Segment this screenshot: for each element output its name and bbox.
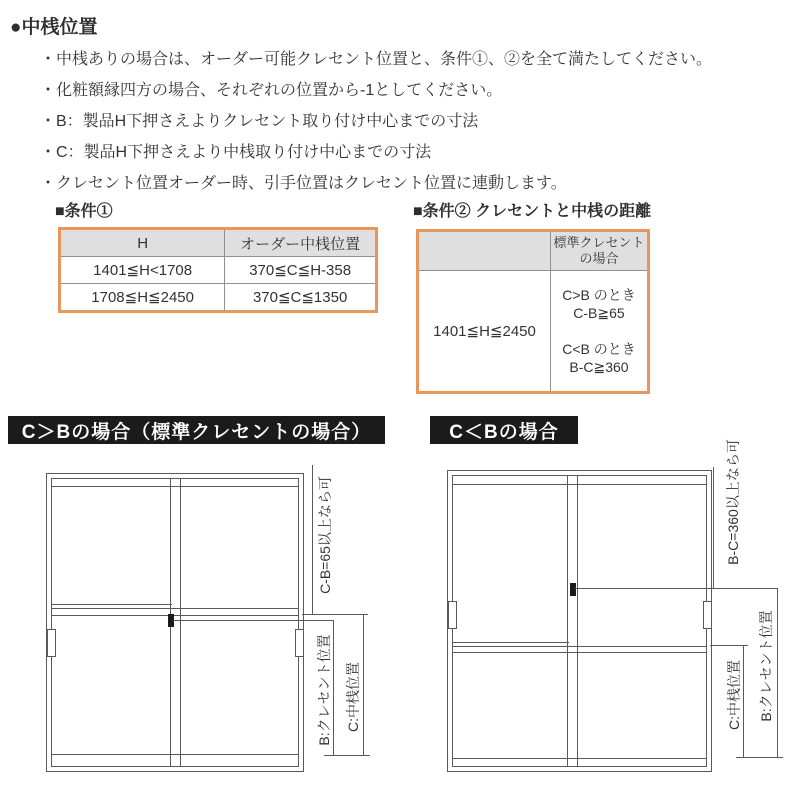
middle-rail-line [52, 604, 172, 605]
center-stile [567, 476, 578, 766]
condition1-table [58, 227, 378, 313]
cell-h-range: 1708≦H≦2450 [61, 284, 225, 311]
middle-rail-line [52, 615, 298, 616]
cell-cases [550, 271, 647, 391]
dimension-label-bc: B-C=360以上なら可 [725, 439, 741, 565]
case-rule: C-B≧65 [573, 305, 625, 321]
dimension-tick-bottom [736, 757, 783, 758]
crescent-lock-mark [570, 583, 576, 596]
condition2-header-crescent [550, 232, 647, 271]
dimension-line-b [333, 620, 334, 755]
sash-bottom-rail-line [453, 758, 706, 759]
dimension-label-c: C:中桟位置 [726, 660, 742, 730]
case-condition: C<B のとき [562, 341, 636, 357]
dimension-label-cb: C-B=65以上なら可 [317, 476, 333, 594]
pull-handle [47, 629, 56, 657]
page-title: ●中桟位置 [10, 17, 98, 38]
case-rule: B-C≧360 [569, 359, 629, 375]
condition1-col-header-order-pos: オーダー中桟位置 [225, 230, 375, 257]
pull-handle [703, 601, 712, 629]
header-line: 標準クレセント [553, 235, 645, 250]
sash-top-rail-line [52, 486, 298, 487]
window-frame-inner [452, 475, 707, 767]
case-c-lt-b [562, 340, 636, 376]
cell-order-pos: 370≦C≦H-358 [225, 257, 375, 284]
dimension-leader-rail [302, 614, 368, 615]
pull-handle [448, 601, 457, 629]
cell-h-range: 1401≦H<1708 [61, 257, 225, 284]
cell-order-pos: 370≦C≦1350 [225, 284, 375, 311]
case-c-gt-b [562, 286, 636, 322]
cell-h-range: 1401≦H≦2450 [433, 323, 536, 340]
middle-rail-line [52, 608, 298, 609]
condition2-heading: ■条件② クレセントと中桟の距離 [413, 203, 652, 220]
dimension-label-c: C:中桟位置 [345, 662, 361, 732]
condition2-table [416, 229, 650, 394]
dimension-label-b: B:クレセント位置 [316, 634, 332, 746]
intro-notes [40, 44, 796, 199]
pull-handle [295, 629, 304, 657]
dimension-line-b [777, 588, 778, 757]
window-drawing-right [447, 470, 712, 772]
table-row [61, 284, 375, 311]
sash-top-rail-line [453, 484, 706, 485]
dimension-line-cb [312, 465, 313, 614]
condition1-heading: ■条件① [55, 203, 113, 220]
dimension-tick-bottom [324, 755, 370, 756]
dimension-line-bc [713, 467, 714, 588]
header-line: の場合 [579, 251, 619, 266]
case-condition: C>B のとき [562, 287, 636, 303]
condition1-col-header-h: H [61, 230, 225, 257]
intro-bullet: ・中桟ありの場合は、オーダー可能クレセント位置と、条件①、②を全て満たしてください。 [40, 51, 713, 68]
intro-bullet: ・クレセント位置オーダー時、引手位置はクレセント位置に連動します。 [40, 175, 567, 192]
diagram-right-title-bar: C＜Bの場合 [430, 416, 578, 444]
table-row [61, 257, 375, 284]
dimension-leader-crescent [575, 588, 777, 589]
condition2-header-empty [419, 232, 550, 271]
dimension-line-c [363, 614, 364, 755]
middle-rail-line [453, 642, 569, 643]
middle-rail-line [453, 652, 706, 653]
diagram-left-title-bar: C＞Bの場合（標準クレセントの場合） [8, 416, 385, 444]
dimension-leader-crescent [173, 620, 333, 621]
sash-bottom-rail-line [52, 754, 298, 755]
dimension-line-c [743, 645, 744, 757]
middle-rail-line [453, 646, 706, 647]
window-drawing-left [46, 473, 304, 772]
intro-bullet: ・化粧額縁四方の場合、それぞれの位置から-1としてください。 [40, 82, 503, 99]
intro-bullet: ・C：製品H下押さえより中桟取り付け中心までの寸法 [40, 144, 432, 161]
intro-bullet: ・B：製品H下押さえよりクレセント取り付け中心までの寸法 [40, 113, 479, 130]
dimension-label-b: B:クレセント位置 [758, 610, 774, 722]
